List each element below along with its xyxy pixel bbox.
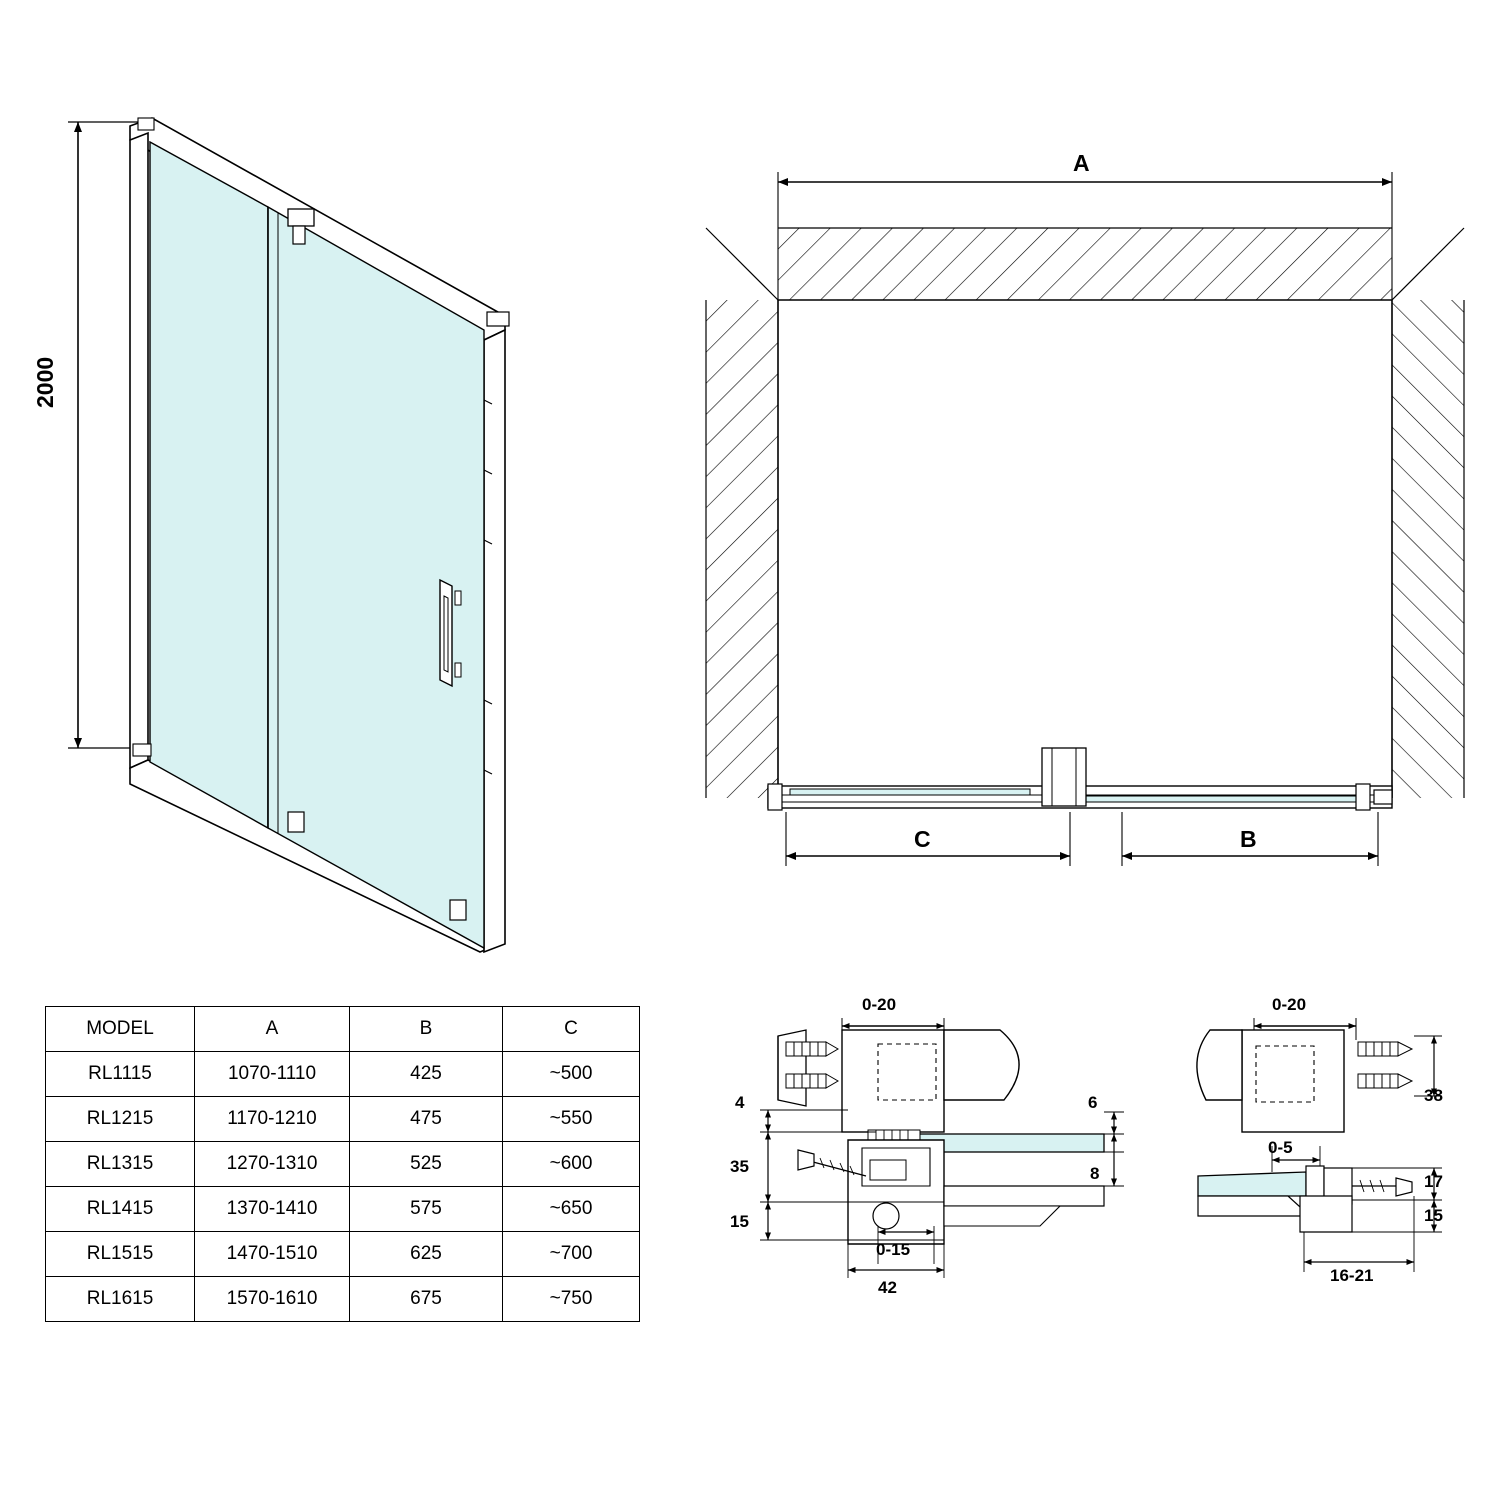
detail-left-label-4: 4 bbox=[735, 1093, 745, 1112]
bracket-bottom bbox=[450, 900, 466, 920]
plan-view bbox=[706, 172, 1464, 866]
detail-left-label-0-15: 0-15 bbox=[876, 1240, 911, 1259]
detail-left-profile bbox=[842, 1030, 1019, 1132]
detail-right-label-15: 15 bbox=[1424, 1206, 1443, 1225]
elevation-height-label: 2000 bbox=[32, 356, 58, 408]
detail-section-left bbox=[760, 1018, 1124, 1278]
cell-model: RL1115 bbox=[46, 1052, 195, 1097]
elevation-view bbox=[68, 118, 509, 952]
table-header-c: C bbox=[503, 1007, 640, 1052]
fixed-glass-panel bbox=[150, 142, 268, 828]
cell-c: ~500 bbox=[503, 1052, 640, 1097]
cell-a: 1570-1610 bbox=[195, 1277, 350, 1322]
detail-left-dim-right bbox=[1104, 1112, 1124, 1186]
bracket-left-top bbox=[138, 118, 154, 130]
cell-c: ~650 bbox=[503, 1187, 640, 1232]
cell-model: RL1615 bbox=[46, 1277, 195, 1322]
cell-c: ~700 bbox=[503, 1232, 640, 1277]
table-row bbox=[46, 1052, 640, 1097]
left-wall bbox=[706, 228, 778, 798]
detail-left-label-35: 35 bbox=[730, 1157, 749, 1176]
detail-section-right bbox=[1197, 1018, 1442, 1272]
cell-model: RL1515 bbox=[46, 1232, 195, 1277]
detail-left-label-0-20: 0-20 bbox=[862, 995, 897, 1014]
plan-label-b: B bbox=[1240, 826, 1257, 852]
bracket-left-bottom bbox=[133, 744, 151, 756]
table-row bbox=[46, 1187, 640, 1232]
table-header-row bbox=[46, 1007, 640, 1052]
plan-track-assembly bbox=[768, 748, 1392, 810]
cell-a: 1070-1110 bbox=[195, 1052, 350, 1097]
top-wall bbox=[778, 228, 1392, 300]
detail-left-wall bbox=[778, 1030, 838, 1106]
cell-b: 575 bbox=[350, 1187, 503, 1232]
detail-right-label-0-20: 0-20 bbox=[1272, 995, 1307, 1014]
bottom-guide bbox=[288, 812, 304, 832]
cell-a: 1370-1410 bbox=[195, 1187, 350, 1232]
screw-icon-right bbox=[1352, 1178, 1412, 1196]
right-wall bbox=[1392, 228, 1464, 798]
cell-model: RL1315 bbox=[46, 1142, 195, 1187]
cell-b: 625 bbox=[350, 1232, 503, 1277]
detail-left-label-6: 6 bbox=[1088, 1093, 1098, 1112]
table-row bbox=[46, 1097, 640, 1142]
detail-right-profile bbox=[1197, 1030, 1344, 1132]
table-header-model: MODEL bbox=[46, 1007, 195, 1052]
plan-label-a: A bbox=[1073, 150, 1090, 176]
cell-b: 525 bbox=[350, 1142, 503, 1187]
bracket-top bbox=[487, 312, 509, 326]
cell-a: 1470-1510 bbox=[195, 1232, 350, 1277]
detail-left-lower-profile bbox=[798, 1140, 1104, 1244]
detail-left-label-15: 15 bbox=[730, 1212, 749, 1231]
detail-right-anchors bbox=[1358, 1042, 1412, 1088]
table-row bbox=[46, 1232, 640, 1277]
table-row bbox=[46, 1142, 640, 1187]
table-header-b: B bbox=[350, 1007, 503, 1052]
detail-right-label-16-21: 16-21 bbox=[1330, 1266, 1374, 1285]
cell-b: 675 bbox=[350, 1277, 503, 1322]
cell-b: 425 bbox=[350, 1052, 503, 1097]
cell-a: 1170-1210 bbox=[195, 1097, 350, 1142]
cell-c: ~600 bbox=[503, 1142, 640, 1187]
detail-right-glass bbox=[1198, 1166, 1412, 1232]
sliding-glass-panel bbox=[268, 207, 484, 948]
cell-model: RL1415 bbox=[46, 1187, 195, 1232]
table-header-a: A bbox=[195, 1007, 350, 1052]
detail-right-label-38: 38 bbox=[1424, 1086, 1443, 1105]
cell-model: RL1215 bbox=[46, 1097, 195, 1142]
model-spec-table bbox=[45, 1006, 640, 1322]
cell-c: ~550 bbox=[503, 1097, 640, 1142]
detail-right-label-17: 17 bbox=[1424, 1172, 1443, 1191]
detail-left-label-42: 42 bbox=[878, 1278, 897, 1297]
detail-right-label-0-5: 0-5 bbox=[1268, 1138, 1293, 1157]
detail-left-label-8: 8 bbox=[1090, 1164, 1100, 1183]
table-row bbox=[46, 1277, 640, 1322]
plan-label-c: C bbox=[914, 826, 931, 852]
cell-c: ~750 bbox=[503, 1277, 640, 1322]
cell-a: 1270-1310 bbox=[195, 1142, 350, 1187]
cell-b: 475 bbox=[350, 1097, 503, 1142]
